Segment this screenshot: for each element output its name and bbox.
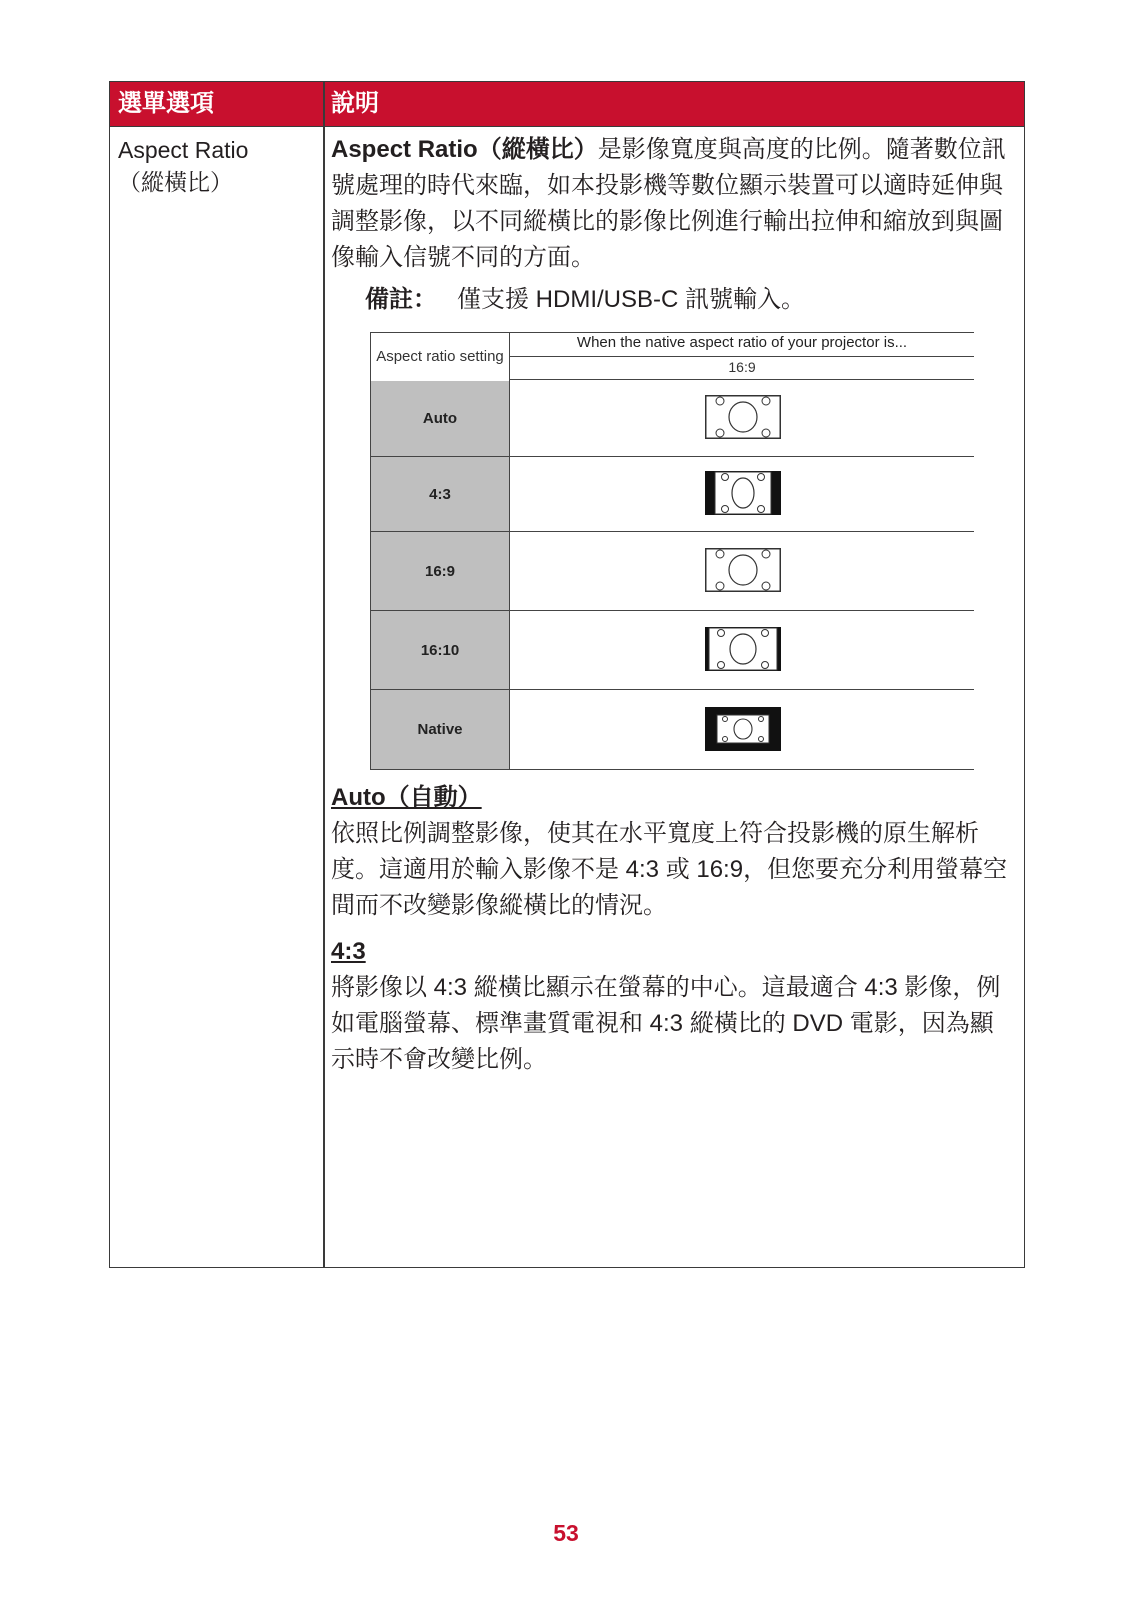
figure-row-label: Native <box>371 690 509 769</box>
note <box>365 282 1015 318</box>
note-text: 僅支援 HDMI/USB-C 訊號輸入。 <box>457 286 805 313</box>
figure-row-divider <box>510 769 974 770</box>
figure-image-column <box>510 332 974 770</box>
option-name-line2: （縱橫比） <box>118 169 233 195</box>
screen-windowbox-icon <box>705 707 781 751</box>
menu-table <box>109 81 1025 1268</box>
column-divider <box>323 82 325 1267</box>
screen-fill-icon <box>705 548 781 592</box>
figure-row-divider <box>510 531 974 532</box>
section-title-auto: Auto（自動） <box>331 784 482 811</box>
header-menu-option: 選單選項 <box>118 90 214 117</box>
figure-label-column <box>370 332 510 770</box>
intro-bold: Aspect Ratio（縱橫比） <box>331 136 598 163</box>
option-name-line1: Aspect Ratio <box>118 137 249 163</box>
table-header <box>110 82 1024 127</box>
figure-row-divider <box>510 689 974 690</box>
section-text-auto: 依照比例調整影像，使其在水平寬度上符合投影機的原生解析度。這適用於輸入影像不是 4:3 或 16:9，但您要充分利用螢幕空間而不改變影像縱橫比的情況。 <box>331 820 1008 919</box>
note-label: 備註： <box>365 286 437 313</box>
figure-title: When the native aspect ratio of your projector is... <box>510 332 974 357</box>
figure-subtitle: 16:9 <box>510 356 974 380</box>
figure-row-divider <box>510 456 974 457</box>
figure-row-label: 16:9 <box>371 532 509 611</box>
aspect-ratio-figure <box>370 332 974 770</box>
screen-pillarbox-icon <box>705 471 781 515</box>
section-text-4-3: 將影像以 4:3 縱橫比顯示在螢幕的中心。這最適合 4:3 影像，例如電腦螢幕、標準畫質電視和 4:3 縱橫比的 DVD 電影，因為顯示時不會改變比例。 <box>331 974 1001 1073</box>
screen-fill-icon <box>705 395 781 439</box>
figure-label-header: Aspect ratio setting <box>371 333 509 382</box>
figure-row-label: 4:3 <box>371 457 509 532</box>
intro-paragraph <box>331 132 1015 276</box>
screen-slim-pillarbox-icon <box>705 627 781 671</box>
header-description: 說明 <box>331 90 379 117</box>
section-title-4-3: 4:3 <box>331 938 366 965</box>
figure-row-label: Auto <box>371 381 509 457</box>
page-number: 53 <box>553 1520 579 1546</box>
figure-row-label: 16:10 <box>371 611 509 690</box>
option-name <box>118 134 248 198</box>
intro-text: 是影像寬度與高度的比例。隨著數位訊號處理的時代來臨，如本投影機等數位顯示裝置可以適時延伸與調整影像，以不同縱橫比的影像比例進行輸出拉伸和縮放到與圖像輸入信號不同的方面。 <box>331 136 1006 271</box>
description <box>331 132 1015 1078</box>
figure-row-divider <box>510 610 974 611</box>
